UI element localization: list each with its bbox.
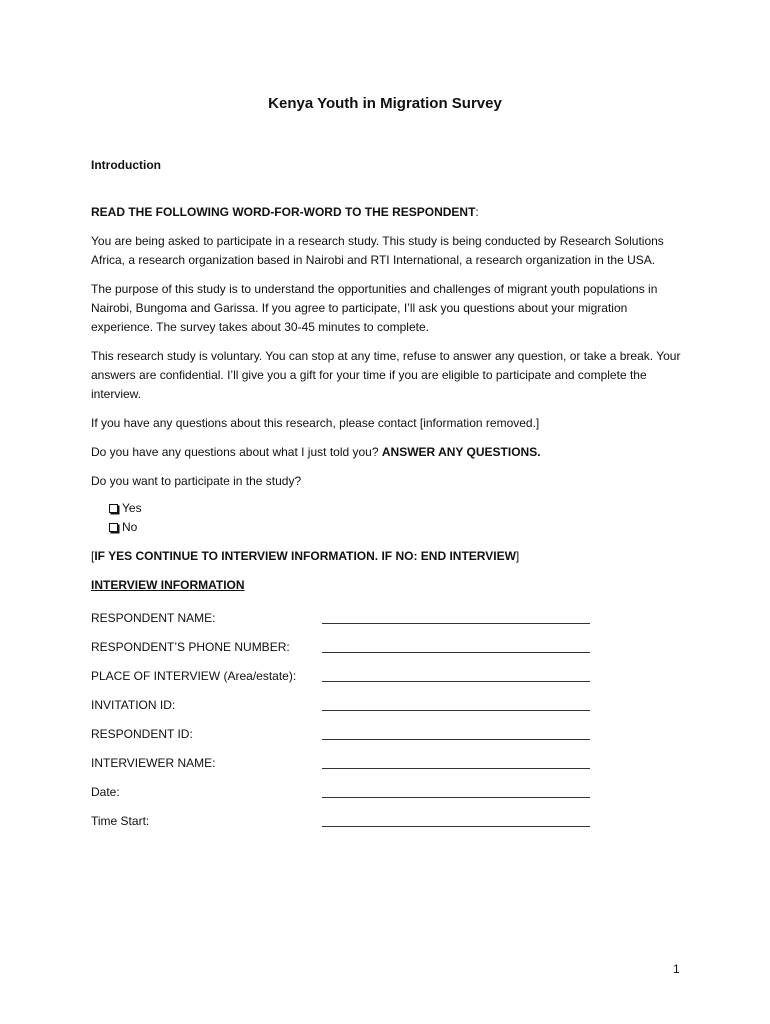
- option-no[interactable]: [109, 518, 691, 537]
- document-body: [91, 203, 691, 831]
- field-label: RESPONDENT ID:: [91, 727, 193, 741]
- field-label: PLACE OF INTERVIEW (Area/estate):: [91, 669, 297, 683]
- blank-line[interactable]: [322, 784, 590, 798]
- read-instruction-tail: :: [475, 205, 479, 219]
- field-label: INVITATION ID:: [91, 698, 176, 712]
- option-yes-label: Yes: [122, 501, 142, 515]
- blank-line[interactable]: [322, 813, 590, 827]
- document-title: Kenya Youth in Migration Survey: [268, 95, 502, 112]
- field-place-of-interview: [91, 657, 691, 686]
- paragraph-purpose: The purpose of this study is to understand the opportunities and challenges of migrant youth populations in Nairobi, Bungoma and Garissa. If you agree to participate, I’ll ask you questions about your migration experience. The survey takes about 30-45 minutes to complete.: [91, 282, 658, 334]
- routing-instruction: [91, 547, 691, 566]
- field-respondent-id: [91, 715, 691, 744]
- field-respondent-phone: [91, 628, 691, 657]
- field-label: RESPONDENT NAME:: [91, 611, 216, 625]
- option-yes[interactable]: [109, 499, 691, 518]
- participation-options: [109, 499, 691, 537]
- blank-line[interactable]: [322, 668, 590, 682]
- blank-line[interactable]: [322, 639, 590, 653]
- questions-prompt-text: Do you have any questions about what I just told you?: [91, 445, 379, 459]
- field-interviewer-name: [91, 744, 691, 773]
- questions-prompt: [91, 443, 691, 462]
- field-time-start: [91, 802, 691, 831]
- option-no-label: No: [122, 520, 138, 534]
- page-number: 1: [673, 962, 680, 976]
- blank-line[interactable]: [322, 755, 590, 769]
- routing-text: IF YES CONTINUE TO INTERVIEW INFORMATION. IF NO: END INTERVIEW: [94, 549, 516, 563]
- field-label: Time Start:: [91, 814, 150, 828]
- interview-fields: [91, 599, 691, 831]
- questions-instruction: ANSWER ANY QUESTIONS.: [381, 445, 541, 459]
- checkbox-icon[interactable]: [109, 523, 118, 532]
- checkbox-icon[interactable]: [109, 504, 118, 513]
- routing-close: ]: [515, 549, 520, 563]
- blank-line[interactable]: [322, 726, 590, 740]
- paragraph-consent: You are being asked to participate in a research study. This study is being conducted by Research Solutions Africa, a research organization based in Nairobi and RTI International, a research organization in the USA.: [91, 234, 664, 267]
- paragraph-contact: If you have any questions about this research, please contact [information removed.]: [91, 416, 540, 430]
- field-respondent-name: [91, 599, 691, 628]
- participate-question: Do you want to participate in the study?: [91, 474, 302, 488]
- field-label: RESPONDENT’S PHONE NUMBER:: [91, 640, 290, 654]
- interview-info-heading: INTERVIEW INFORMATION: [91, 578, 245, 592]
- field-date: [91, 773, 691, 802]
- field-invitation-id: [91, 686, 691, 715]
- field-label: INTERVIEWER NAME:: [91, 756, 216, 770]
- blank-line[interactable]: [322, 610, 590, 624]
- routing-open: [: [91, 549, 95, 563]
- paragraph-voluntary: This research study is voluntary. You can stop at any time, refuse to answer any question, or take a break. Your answers are confidential. I’ll give you a gift for your time if you are eligible to participate and complete the interview.: [91, 349, 681, 401]
- intro-heading: Introduction: [91, 158, 161, 172]
- read-instruction-bold: READ THE FOLLOWING WORD-FOR-WORD TO THE RESPONDENT: [91, 205, 476, 219]
- field-label: Date:: [91, 785, 120, 799]
- read-instruction: [91, 203, 691, 222]
- blank-line[interactable]: [322, 697, 590, 711]
